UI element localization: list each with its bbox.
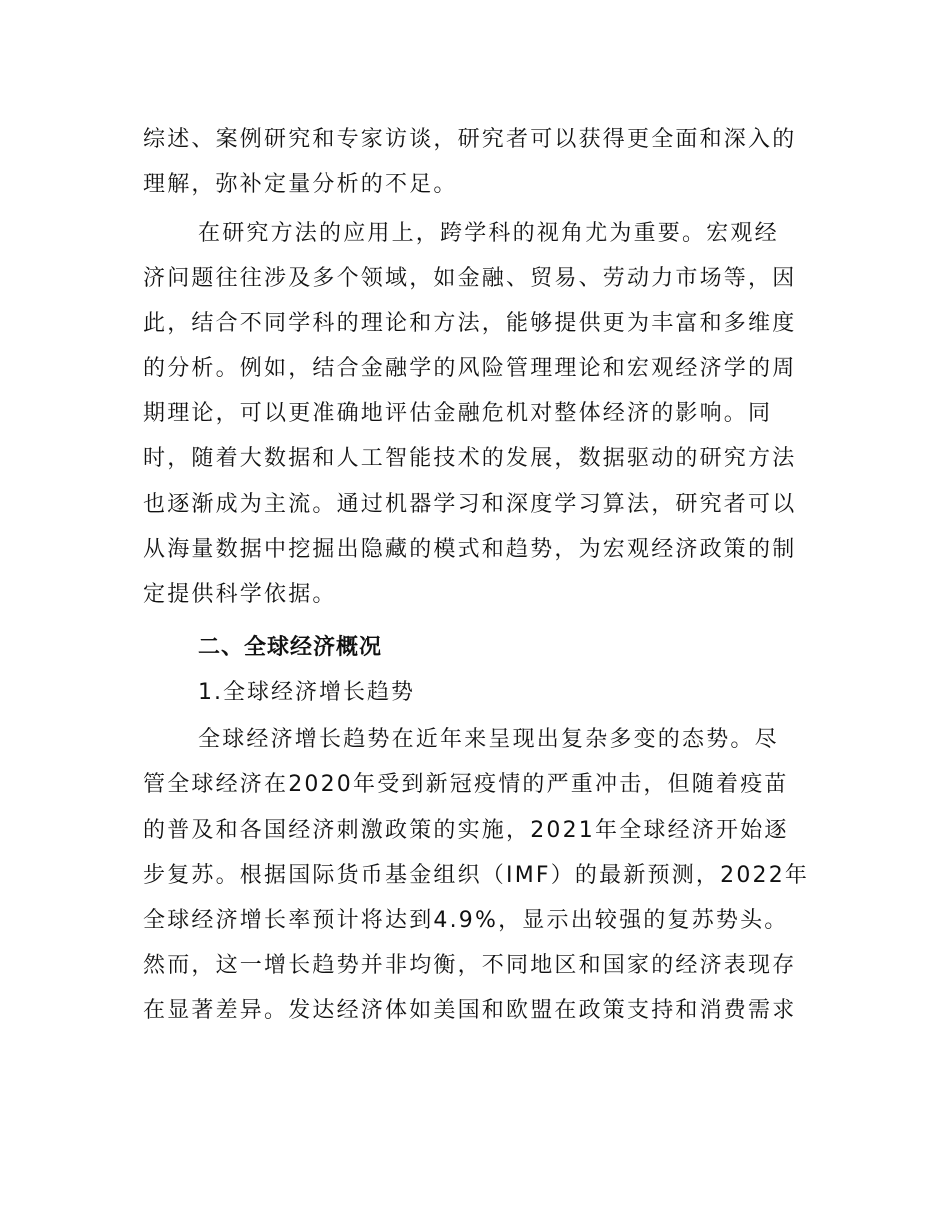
- body-text-line: 此，结合不同学科的理论和方法，能够提供更为丰富和多维度: [143, 311, 797, 336]
- subsection-heading: 1.全球经济增长趋势: [198, 680, 415, 705]
- paragraph-first-line: 在研究方法的应用上，跨学科的视角尤为重要。宏观经: [198, 221, 779, 246]
- body-text-line: 理解，弥补定量分析的不足。: [143, 172, 458, 197]
- section-heading: 二、全球经济概况: [198, 635, 383, 660]
- body-text-line: 综述、案例研究和专家访谈，研究者可以获得更全面和深入的: [143, 127, 797, 152]
- paragraph-first-line: 全球经济增长趋势在近年来呈现出复杂多变的态势。尽: [198, 727, 779, 752]
- body-text-line: 济问题往往涉及多个领域，如金融、贸易、劳动力市场等，因: [143, 266, 797, 291]
- body-text-line: 然而，这一增长趋势并非均衡，不同地区和国家的经济表现存: [143, 953, 797, 978]
- body-text-line: 也逐渐成为主流。通过机器学习和深度学习算法，研究者可以: [143, 492, 797, 517]
- body-text-line: 的普及和各国经济刺激政策的实施，2021年全球经济开始逐: [143, 818, 789, 843]
- body-text-line: 期理论，可以更准确地评估金融危机对整体经济的影响。同: [143, 401, 773, 426]
- body-text-line: 时，随着大数据和人工智能技术的发展，数据驱动的研究方法: [143, 446, 797, 471]
- body-text-line: 全球经济增长率预计将达到4.9%，显示出较强的复苏势头。: [143, 908, 789, 933]
- body-text-line: 定提供科学依据。: [143, 582, 337, 607]
- body-text-line: 管全球经济在2020年受到新冠疫情的严重冲击，但随着疫苗: [143, 772, 789, 797]
- body-text-line: 的分析。例如，结合金融学的风险管理理论和宏观经济学的周: [143, 356, 797, 381]
- body-text-line: 在显著差异。发达经济体如美国和欧盟在政策支持和消费需求: [143, 998, 797, 1023]
- body-text-line: 从海量数据中挖掘出隐藏的模式和趋势，为宏观经济政策的制: [143, 537, 797, 562]
- body-text-line: 步复苏。根据国际货币基金组织（IMF）的最新预测，2022年: [143, 863, 810, 888]
